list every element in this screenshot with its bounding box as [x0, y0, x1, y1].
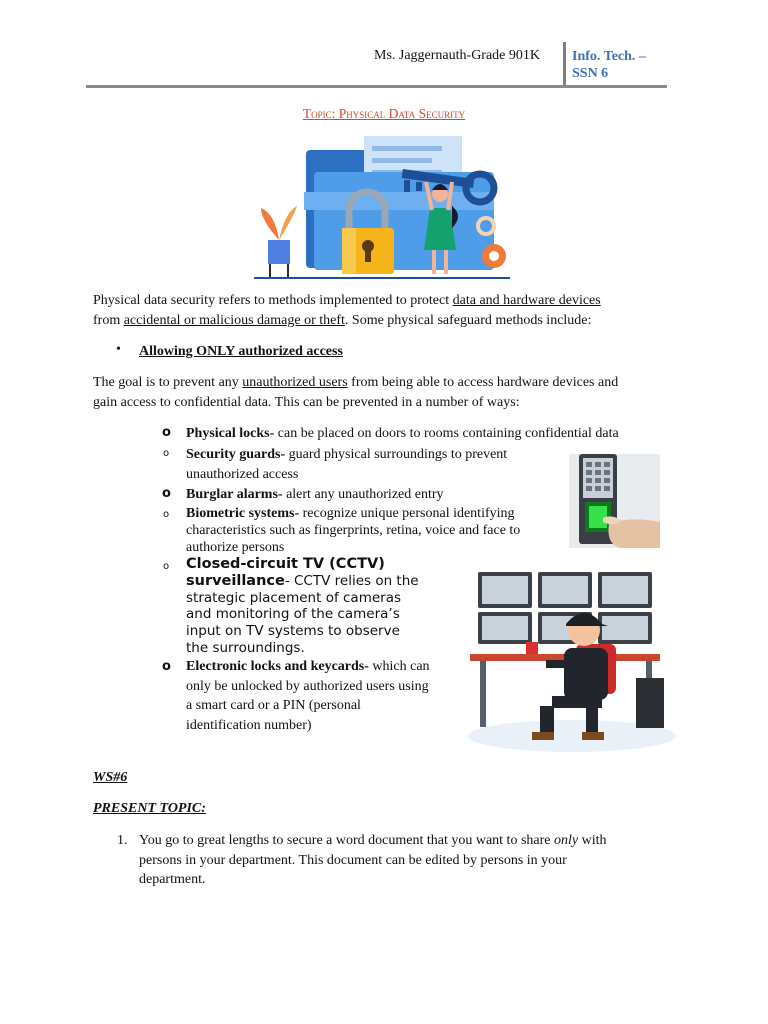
method-line: characteristics such as fingerprints, retina, voice and face to	[186, 523, 521, 538]
method-term: Electronic locks and keycards-	[186, 659, 369, 674]
subject-label	[572, 48, 646, 82]
method-desc: recognize unique personal identifying	[299, 506, 515, 521]
method-physical-locks	[186, 424, 686, 444]
method-term: Security guards-	[186, 447, 286, 462]
method-line	[186, 657, 466, 677]
method-line: a smart card or a PIN (personal	[186, 698, 361, 713]
goal-underline: unauthorized users	[242, 375, 348, 390]
fingerprint-scanner-photo	[569, 454, 660, 548]
list-bullet-icon: o	[162, 425, 171, 440]
bullet-icon: •	[116, 342, 121, 357]
method-line	[186, 573, 466, 590]
intro-text-3: . Some physical safeguard methods include:	[344, 312, 592, 328]
goal-paragraph	[93, 373, 683, 412]
method-line: strategic placement of cameras	[186, 589, 402, 606]
header-rule	[86, 85, 667, 88]
goal-line-1	[93, 373, 683, 393]
method-desc: alert any unauthorized entry	[282, 487, 444, 502]
intro-underline-1: data and hardware devices	[452, 293, 601, 308]
method-line	[186, 445, 566, 465]
list-bullet-icon: o	[162, 486, 171, 501]
method-term: Biometric systems-	[186, 506, 300, 521]
list-bullet-icon: o	[163, 448, 170, 459]
intro-paragraph	[93, 291, 683, 330]
cctv-operator-illustration	[466, 568, 678, 754]
method-biometric-systems	[186, 505, 576, 556]
method-line	[186, 505, 576, 522]
intro-line-2	[93, 311, 683, 331]
question-line-3: department.	[139, 872, 206, 887]
method-line: unauthorized access	[186, 467, 299, 482]
list-bullet-icon: o	[163, 509, 170, 520]
method-term: Closed-circuit TV (CCTV)	[186, 556, 385, 572]
method-line: the surroundings.	[186, 639, 305, 656]
method-electronic-locks	[186, 657, 466, 735]
method-line: identification number)	[186, 717, 312, 733]
method-desc: can be placed on doors to rooms containing confidential data	[274, 426, 619, 441]
intro-text-1: Physical data security refers to methods implemented to protect	[93, 293, 453, 308]
subject-line-2: SSN 6	[572, 66, 609, 81]
header-separator	[563, 42, 566, 86]
question-line-1	[139, 831, 699, 851]
present-topic-heading: PRESENT TOPIC:	[93, 801, 206, 816]
intro-underline-2: accidental or malicious damage or theft	[123, 312, 345, 328]
method-line: only be unlocked by authorized users using	[186, 678, 429, 694]
topic-title: Topic: Physical Data Security	[302, 106, 466, 121]
question-text-1: You go to great lengths to secure a word document that you want to share	[139, 833, 554, 848]
method-line: and monitoring of the camera’s	[186, 606, 400, 623]
method-term: Burglar alarms-	[186, 487, 283, 502]
method-desc: guard physical surroundings to prevent	[285, 447, 508, 462]
goal-line-2: gain access to confidential data. This can be prevented in a number of ways:	[93, 394, 520, 410]
method-burglar-alarms	[186, 485, 566, 505]
subject-line-1: Info. Tech. –	[572, 49, 646, 64]
method-line: input on TV systems to observe	[186, 623, 400, 640]
question-number: 1.	[117, 833, 128, 848]
question-text-2: with	[578, 833, 607, 848]
method-term: Physical locks-	[186, 426, 275, 441]
list-bullet-icon: o	[162, 659, 171, 674]
intro-line-1	[93, 291, 683, 311]
goal-text-1: The goal is to prevent any	[93, 375, 243, 390]
question-line-2: persons in your department. This document can be edited by persons in your	[139, 852, 567, 868]
method-term-2: surveillance	[186, 572, 285, 589]
intro-text-2: from	[93, 312, 124, 328]
question-emphasis: only	[554, 833, 579, 848]
question-text	[139, 831, 699, 890]
list-bullet-icon: o	[163, 561, 170, 572]
method-desc: - CCTV relies on the	[284, 572, 419, 589]
method-security-guards	[186, 445, 566, 485]
method-cctv	[186, 556, 466, 657]
teacher-label: Ms. Jaggernauth-Grade 901K	[374, 48, 541, 63]
method-line: authorize persons	[186, 540, 285, 555]
method-desc: which can	[368, 659, 430, 674]
goal-text-2: from being able to access hardware devices and	[347, 375, 619, 390]
bullet-heading: Allowing ONLY authorized access	[139, 344, 343, 359]
ws-label: WS#6	[93, 770, 128, 785]
security-folder-illustration	[254, 132, 516, 280]
